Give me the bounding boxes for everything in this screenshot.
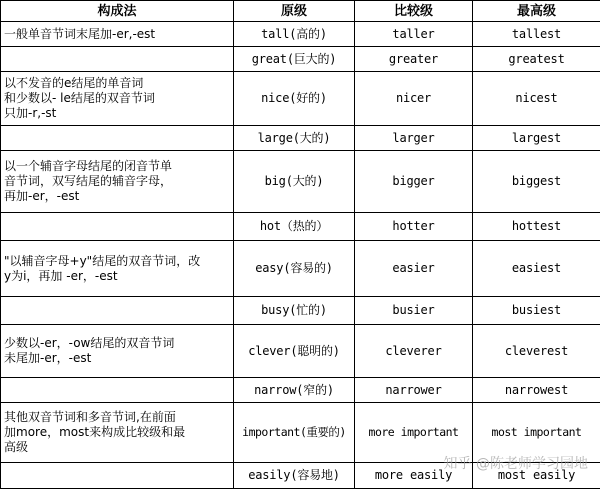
header-comparative: 比较级 xyxy=(355,1,473,22)
superlative-cell: largest xyxy=(473,126,600,151)
table-row xyxy=(1,151,600,213)
rule-cell: 一般单音节词末尾加-er,-est xyxy=(1,22,234,47)
comparative-cell: more important xyxy=(355,403,473,463)
superlative-cell: most important xyxy=(473,403,600,463)
rule-cell: 以不发音的e结尾的单音词 和少数以- le结尾的双音节词 只加-r,-st xyxy=(1,72,234,126)
positive-cell: big(大的) xyxy=(234,151,355,213)
superlative-cell: nicest xyxy=(473,72,600,126)
comparative-cell: cleverer xyxy=(355,325,473,378)
rule-cell: "以辅音字母+y"结尾的双音节词，改 y为i，再加 -er，-est xyxy=(1,241,234,297)
superlative-cell: biggest xyxy=(473,151,600,213)
positive-cell: busy(忙的) xyxy=(234,297,355,325)
positive-cell: narrow(窄的) xyxy=(234,378,355,403)
positive-cell: important(重要的) xyxy=(234,403,355,463)
comparative-cell: more easily xyxy=(355,463,473,489)
comparative-cell: easier xyxy=(355,241,473,297)
header-method: 构成法 xyxy=(1,1,234,22)
rule-cell-empty xyxy=(1,126,234,151)
rule-cell-empty xyxy=(1,297,234,325)
header-superlative: 最高级 xyxy=(473,1,600,22)
superlative-cell: narrowest xyxy=(473,378,600,403)
rule-cell-empty xyxy=(1,47,234,72)
table-row xyxy=(1,213,600,241)
positive-cell: hot（热的） xyxy=(234,213,355,241)
superlative-cell: busiest xyxy=(473,297,600,325)
comparative-cell: greater xyxy=(355,47,473,72)
comparative-cell: hotter xyxy=(355,213,473,241)
superlative-cell: hottest xyxy=(473,213,600,241)
positive-cell: easy(容易的) xyxy=(234,241,355,297)
positive-cell: clever(聪明的) xyxy=(234,325,355,378)
table-row xyxy=(1,126,600,151)
table-row xyxy=(1,325,600,378)
rule-cell: 其他双音节词和多音节词,在前面 加more，most来构成比较级和最 高级 xyxy=(1,403,234,463)
rule-cell: 以一个辅音字母结尾的闭音节单 音节词，双写结尾的辅音字母， 再加-er，-est xyxy=(1,151,234,213)
table-row xyxy=(1,22,600,47)
comparative-cell: narrower xyxy=(355,378,473,403)
watermark: 知乎 @陈老师学习园地 xyxy=(444,453,588,473)
rule-cell: 少数以-er，-ow结尾的双音节词 未尾加-er，-est xyxy=(1,325,234,378)
header-row xyxy=(1,1,600,22)
table-row xyxy=(1,241,600,297)
positive-cell: large(大的) xyxy=(234,126,355,151)
header-positive: 原级 xyxy=(234,1,355,22)
positive-cell: tall(高的) xyxy=(234,22,355,47)
comparative-cell: bigger xyxy=(355,151,473,213)
table-row xyxy=(1,378,600,403)
superlative-cell: tallest xyxy=(473,22,600,47)
superlative-cell: easiest xyxy=(473,241,600,297)
rule-cell-empty xyxy=(1,213,234,241)
table-row xyxy=(1,297,600,325)
comparative-cell: busier xyxy=(355,297,473,325)
positive-cell: great(巨大的) xyxy=(234,47,355,72)
positive-cell: easily(容易地) xyxy=(234,463,355,489)
superlative-cell: cleverest xyxy=(473,325,600,378)
rule-cell-empty xyxy=(1,378,234,403)
comparative-cell: larger xyxy=(355,126,473,151)
superlative-cell: greatest xyxy=(473,47,600,72)
positive-cell: nice(好的) xyxy=(234,72,355,126)
table-row xyxy=(1,47,600,72)
comparative-cell: nicer xyxy=(355,72,473,126)
table-row xyxy=(1,72,600,126)
superlative-cell: most easily xyxy=(473,463,600,489)
comparative-cell: taller xyxy=(355,22,473,47)
table-row xyxy=(1,403,600,463)
